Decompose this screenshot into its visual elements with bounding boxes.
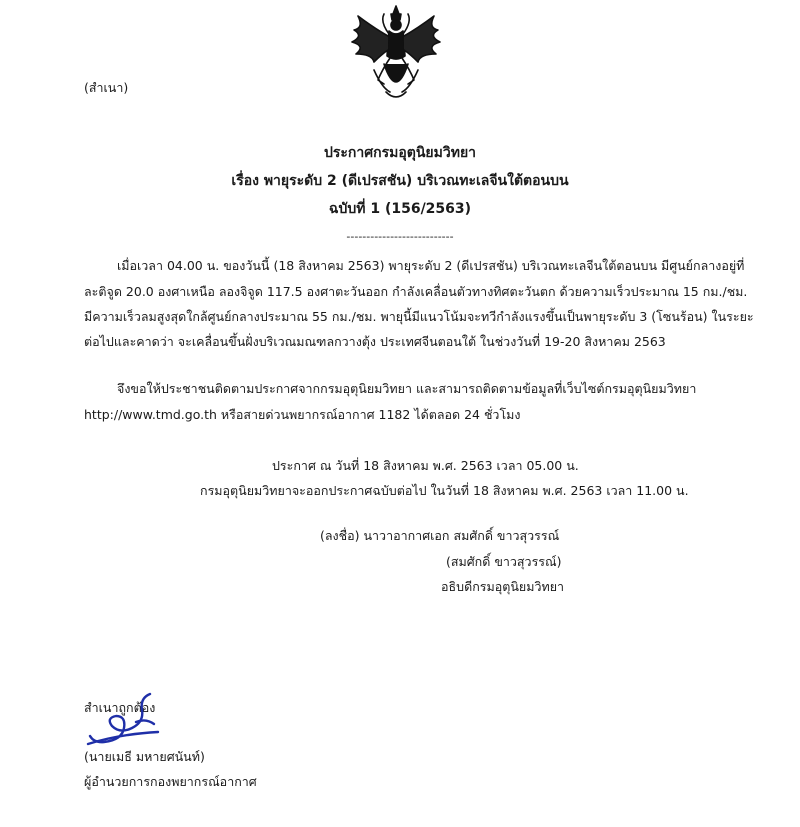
paragraph-1-line-2: ละติจูด 20.0 องศาเหนือ ลองจิจูด 117.5 องศาตะวันออก กำลังเคลื่อนตัวทางทิศตะวันตก ด้วยความเร็วประมาณ 15 กม./ชม. — [84, 284, 748, 299]
signatory-position: อธิบดีกรมอุตุนิยมวิทยา — [441, 579, 565, 594]
paragraph-2-line-1: จึงขอให้ประชาชนติดตามประกาศจากกรมอุตุนิยมวิทยา และสามารถติดตามข้อมูลที่เว็บไซต์กรมอุตุนิยมวิทยา — [117, 381, 697, 396]
next-issue-notice: กรมอุตุนิยมวิทยาจะออกประกาศฉบับต่อไป ในวันที่ 18 สิงหาคม พ.ศ. 2563 เวลา 11.00 น. — [200, 483, 689, 498]
announce-date: ประกาศ ณ วันที่ 18 สิงหาคม พ.ศ. 2563 เวลา 05.00 น. — [272, 458, 579, 473]
paragraph-1-line-1: เมื่อเวลา 04.00 น. ของวันนี้ (18 สิงหาคม 2563) พายุระดับ 2 (ดีเปรสชัน) บริเวณทะเลจีนใต้ตอนบน มีศูนย์กลางอยู่ที่ — [117, 258, 745, 273]
paragraph-2-line-2: http://www.tmd.go.th หรือสายด่วนพยากรณ์อากาศ 1182 ได้ตลอด 24 ชั่วโมง — [84, 407, 521, 422]
paragraph-1-line-4: ต่อไปและคาดว่า จะเคลื่อนขึ้นฝั่งบริเวณมณฑลกวางตุ้ง ประเทศจีนตอนใต้ ในช่วงวันที่ 19-20 สิงหาคม 2563 — [84, 334, 666, 349]
header-divider: --------------------------- — [346, 230, 454, 243]
document-title: ประกาศกรมอุตุนิยมวิทยา — [323, 145, 477, 161]
copy-mark: (สำเนา) — [84, 80, 129, 95]
garuda-emblem-icon — [344, 4, 448, 104]
certifier-position: ผู้อำนวยการกองพยากรณ์อากาศ — [84, 774, 257, 789]
signed-line: (ลงชื่อ) นาวาอากาศเอก สมศักดิ์ ขาวสุวรรณ์ — [320, 528, 560, 543]
certified-copy-label: สำเนาถูกต้อง — [84, 700, 156, 715]
document-subject: เรื่อง พายุระดับ 2 (ดีเปรสชัน) บริเวณทะเลจีนใต้ตอนบน — [231, 173, 569, 189]
paragraph-1-line-3: มีความเร็วลมสูงสุดใกล้ศูนย์กลางประมาณ 55 กม./ชม. พายุนี้มีแนวโน้มจะทวีกำลังแรงขึ้นเป็นพายุระดับ 3 (โซนร้อน) ในระยะ — [84, 309, 754, 324]
certifier-name: (นายเมธี มหายศนันท์) — [84, 749, 205, 764]
issue-number: ฉบับที่ 1 (156/2563) — [328, 201, 472, 217]
signatory-name: (สมศักดิ์ ขาวสุวรรณ์) — [446, 554, 562, 569]
handwritten-signature-icon — [80, 688, 170, 750]
